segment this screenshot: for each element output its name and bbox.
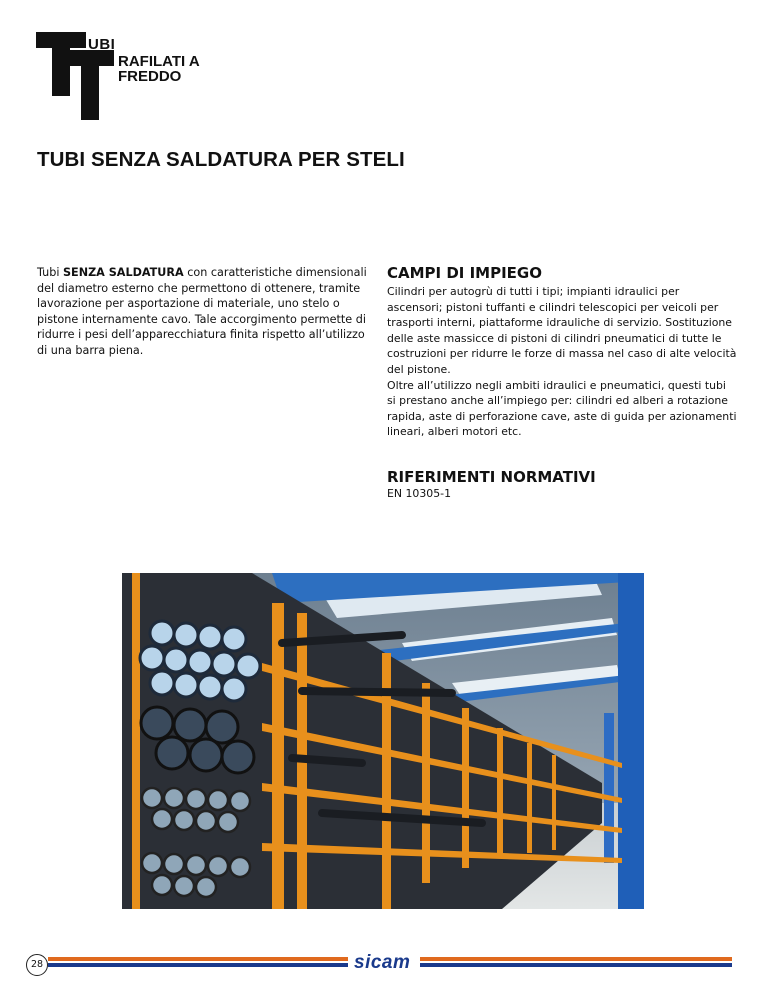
intro-bold-text: SENZA SALDATURA xyxy=(63,266,184,279)
campi-paragraph-1: Cilindri per autogrù di tutti i tipi; impianti idraulici per ascensori; pistoni tuffanti e cilindri telescopici per veicoli per trasporti interni, piattaforme idrauliche di servizio. Sostituzione delle aste massicce di pistoni di cilindri pneumatici di tutte le costruzioni per ridurre le forze di massa nel caso di alte velocità del pistone. xyxy=(387,285,737,376)
intro-text-before: Tubi xyxy=(37,266,63,279)
page-title: TUBI SENZA SALDATURA PER STELI xyxy=(37,148,405,171)
logo-text-line1: UBI xyxy=(88,36,116,53)
riferimenti-value: EN 10305-1 xyxy=(387,487,451,500)
company-logo xyxy=(34,30,214,125)
logo-text-line3: FREDDO xyxy=(118,68,182,85)
logo-text-line2: RAFILATI A xyxy=(118,53,200,70)
intro-text-after: con caratteristiche dimensionali del diametro esterno che permettono di ottenere, tramite lavorazione per asportazione di materiale, uno stelo o pistone internamente cavo. Tale accorgimento permette di ridurre i pesi dell’apparecchiatura finita rispetto all’utilizzo di una barra piena. xyxy=(37,266,367,357)
warehouse-photo xyxy=(122,573,644,909)
riferimenti-heading: RIFERIMENTI NORMATIVI xyxy=(387,468,596,486)
campi-heading: CAMPI DI IMPIEGO xyxy=(387,264,542,282)
sicam-logo: sicam xyxy=(350,952,414,974)
campi-body xyxy=(387,284,737,440)
campi-paragraph-2: Oltre all’utilizzo negli ambiti idraulici e pneumatici, questi tubi si prestano anche all’impiego per: cilindri ed alberi a rotazione rapida, aste di perforazione cave, aste di guida per azionamenti lineari, alberi motori etc. xyxy=(387,378,737,439)
page-number: 28 xyxy=(26,954,48,976)
intro-paragraph xyxy=(37,265,367,359)
